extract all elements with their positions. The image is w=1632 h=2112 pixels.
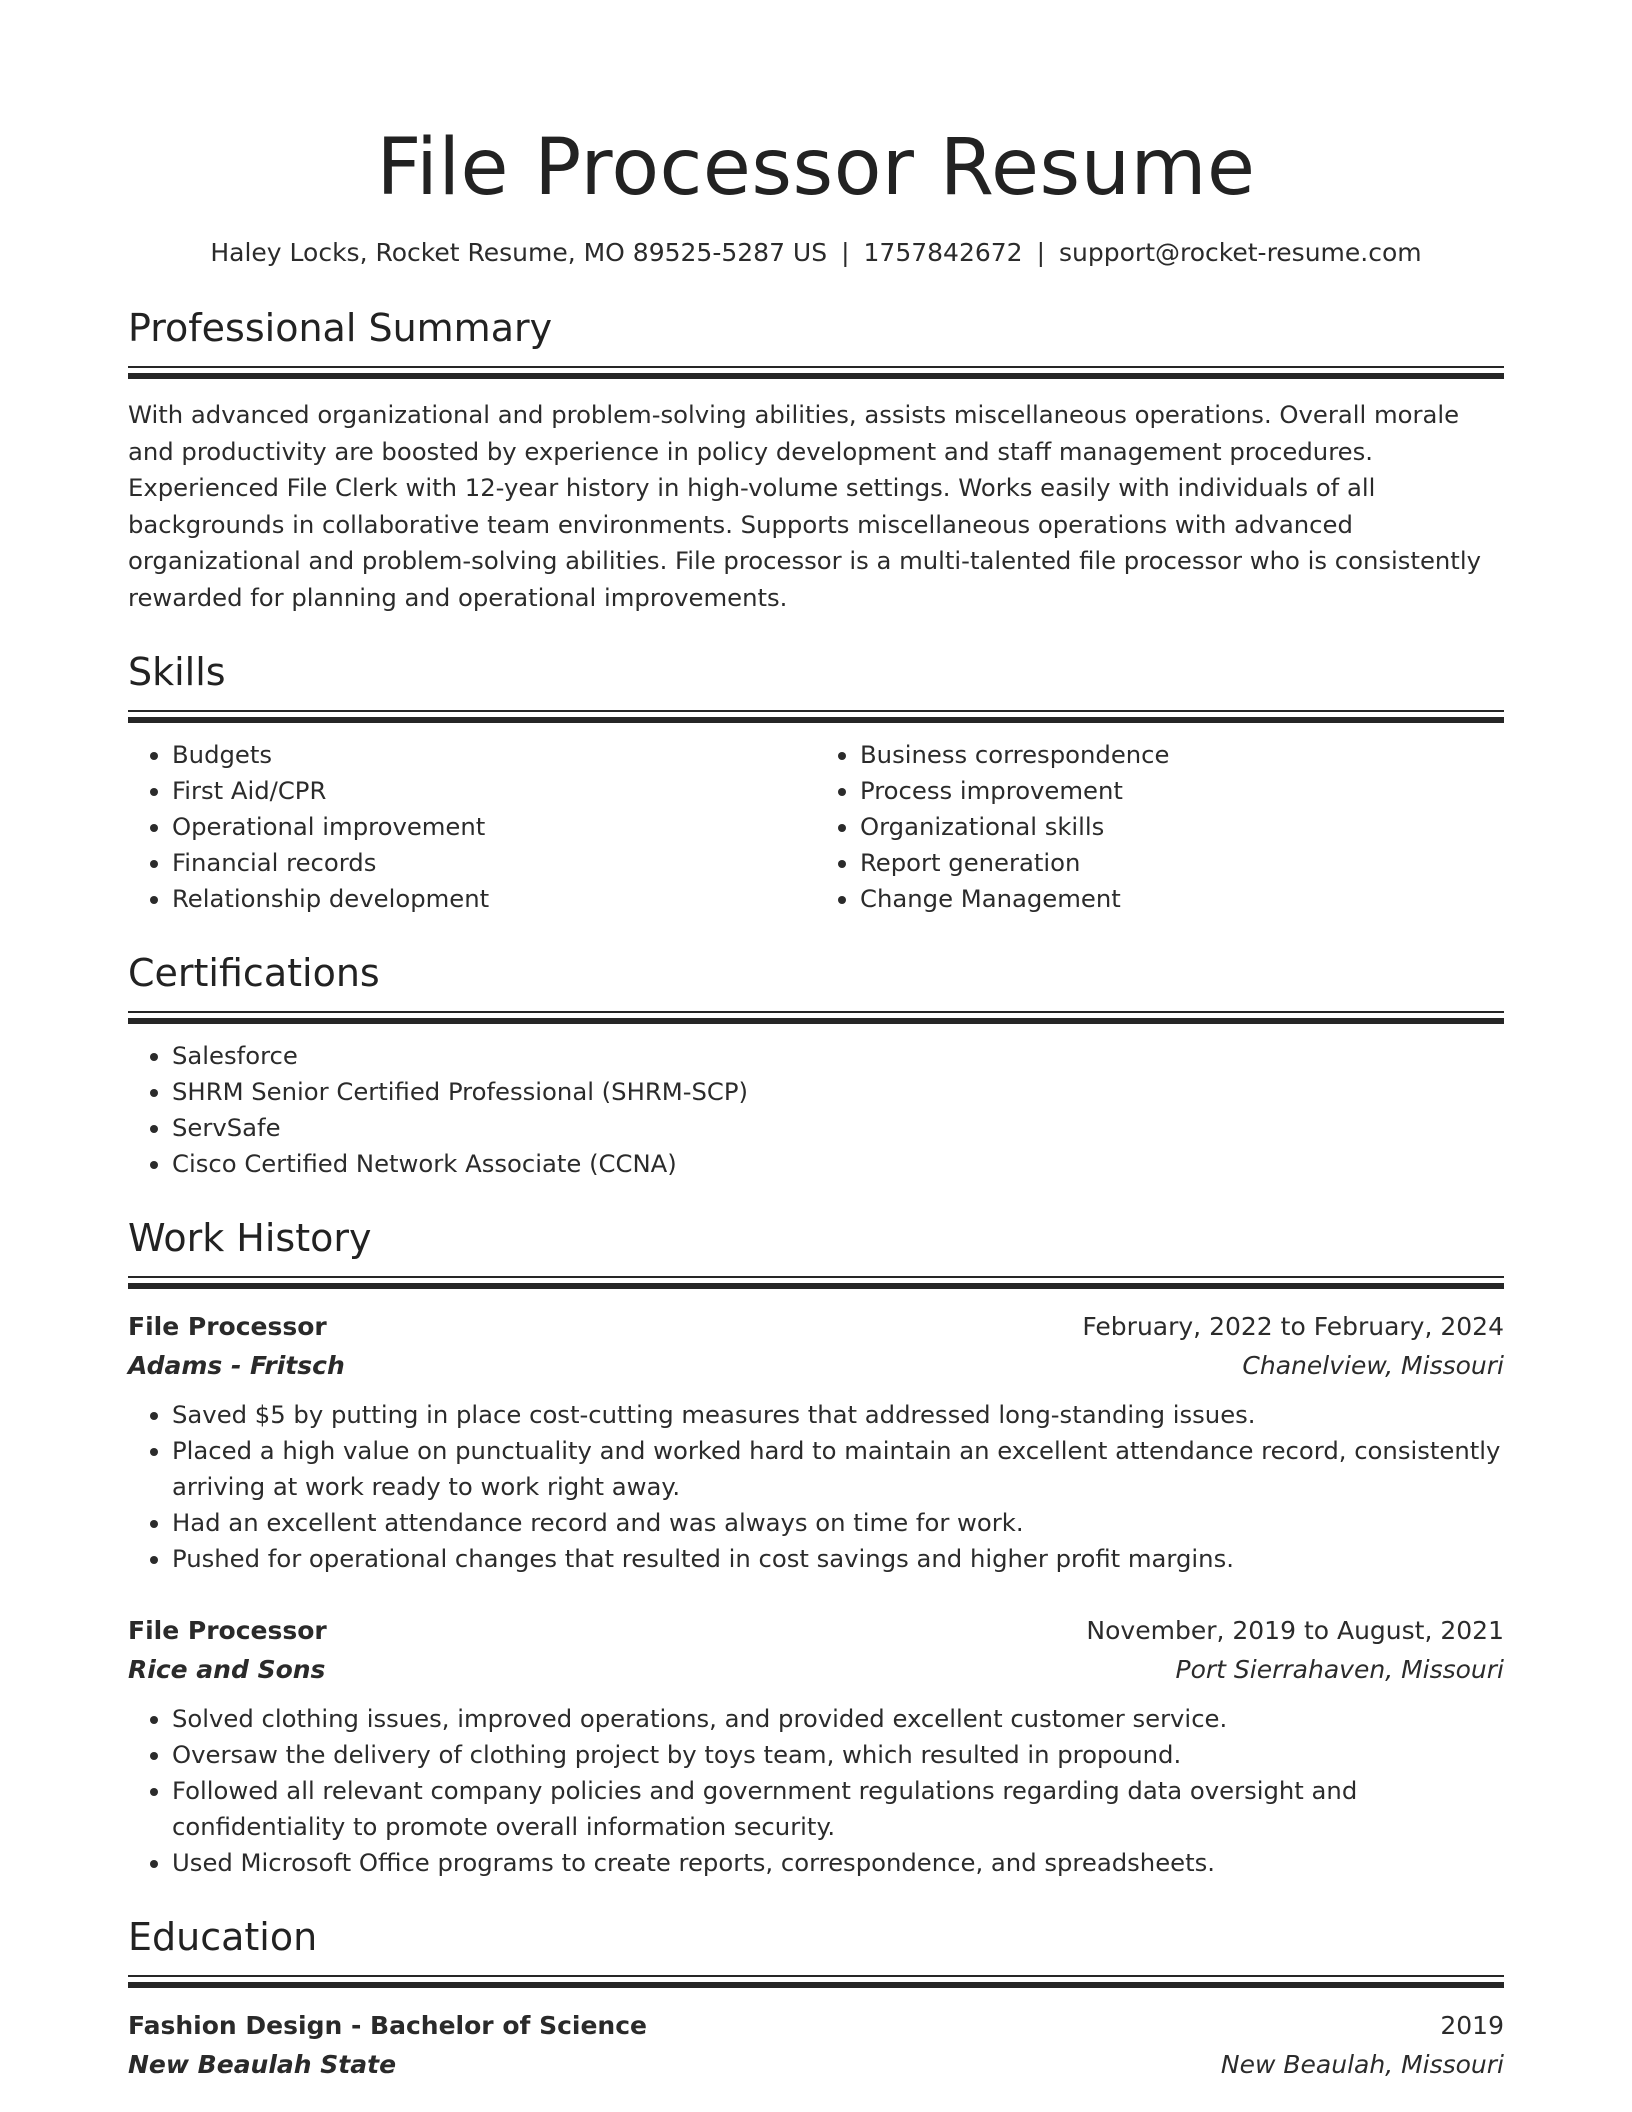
job-company: Rice and Sons: [128, 1655, 326, 1684]
education-degree-row: [128, 2006, 1504, 2045]
section-divider: [128, 1975, 1504, 1988]
skill-item: • Organizational skills: [860, 809, 1504, 845]
skill-item: • Operational improvement: [172, 809, 816, 845]
skill-item: • Process improvement: [860, 773, 1504, 809]
job-location: Port Sierrahaven, Missouri: [1175, 1655, 1504, 1684]
certification-item: • Cisco Certified Network Associate (CCNA): [172, 1146, 1504, 1182]
job-entry: [128, 1307, 1504, 1577]
job-bullet: • Used Microsoft Office programs to create reports, correspondence, and spreadsheets.: [172, 1845, 1504, 1881]
skills-section: [128, 648, 1504, 917]
section-divider: [128, 1011, 1504, 1024]
skill-item: • Report generation: [860, 845, 1504, 881]
section-divider: [128, 710, 1504, 723]
education-entry: [128, 2006, 1504, 2084]
contact-email: support@rocket-resume.com: [1059, 238, 1422, 267]
skill-item: • First Aid/CPR: [172, 773, 816, 809]
contact-separator: |: [841, 238, 850, 267]
summary-heading: Professional Summary: [128, 306, 553, 350]
education-degree: Fashion Design - Bachelor of Science: [128, 2011, 647, 2040]
contact-separator: |: [1036, 238, 1046, 267]
job-bullet: • Saved $5 by putting in place cost-cutting measures that addressed long-standing issues.: [172, 1397, 1504, 1433]
education-school: New Beaulah State: [128, 2050, 397, 2079]
certifications-heading: Certifications: [128, 951, 380, 995]
skills-list-right: [816, 737, 1504, 917]
job-company-row: [128, 1650, 1504, 1689]
job-bullets: [128, 1397, 1504, 1577]
job-bullet: • Placed a high value on punctuality and worked hard to maintain an excellent attendance record, consistently arriving at work ready to work right away.: [172, 1433, 1504, 1505]
skill-item: • Financial records: [172, 845, 816, 881]
job-bullet: • Followed all relevant company policies and government regulations regarding data oversight and confidentiality to promote overall information security.: [172, 1773, 1504, 1845]
skills-list-left: [128, 737, 816, 917]
job-title: File Processor: [128, 1312, 327, 1341]
job-dates: February, 2022 to February, 2024: [1082, 1312, 1504, 1341]
job-bullet: • Pushed for operational changes that resulted in cost savings and higher profit margins.: [172, 1541, 1504, 1577]
certifications-section: [128, 949, 1504, 1182]
work-history-section: [128, 1214, 1504, 1881]
contact-line: [128, 236, 1504, 270]
education-heading: Education: [128, 1915, 318, 1959]
job-header-row: [128, 1307, 1504, 1346]
skill-item: • Budgets: [172, 737, 816, 773]
job-bullet: • Oversaw the delivery of clothing project by toys team, which resulted in propound.: [172, 1737, 1504, 1773]
education-section: [128, 1913, 1504, 2084]
skills-heading: Skills: [128, 650, 226, 694]
job-header-row: [128, 1611, 1504, 1650]
job-dates: November, 2019 to August, 2021: [1086, 1616, 1504, 1645]
job-bullets: [128, 1701, 1504, 1881]
certifications-list: [128, 1038, 1504, 1182]
summary-section: [128, 304, 1504, 616]
job-title: File Processor: [128, 1616, 327, 1645]
job-bullet: • Solved clothing issues, improved operations, and provided excellent customer service.: [172, 1701, 1504, 1737]
skill-item: • Relationship development: [172, 881, 816, 917]
education-location: New Beaulah, Missouri: [1220, 2050, 1504, 2079]
job-location: Chanelview, Missouri: [1242, 1351, 1504, 1380]
job-entry: [128, 1611, 1504, 1881]
section-divider: [128, 366, 1504, 379]
skill-item: • Change Management: [860, 881, 1504, 917]
certification-item: • SHRM Senior Certified Professional (SHRM-SCP): [172, 1074, 1504, 1110]
education-year: 2019: [1440, 2011, 1504, 2040]
resume-title: File Processor Resume: [376, 123, 1256, 213]
skill-item: • Business correspondence: [860, 737, 1504, 773]
education-school-row: [128, 2045, 1504, 2084]
job-bullet: • Had an excellent attendance record and was always on time for work.: [172, 1505, 1504, 1541]
summary-text: With advanced organizational and problem-solving abilities, assists miscellaneous operations. Overall morale and productivity are boosted by experience in policy development and staff management procedures. Experienced File Clerk with 12-year history in high-volume settings. Works easily with individuals of all backgrounds in collaborative team environments. Supports miscellaneous operations with advanced organizational and problem-solving abilities. File processor is a multi-talented file processor who is consistently rewarded for planning and operational improvements.: [128, 400, 1481, 612]
job-company-row: [128, 1346, 1504, 1385]
work-history-heading: Work History: [128, 1216, 372, 1260]
job-company: Adams - Fritsch: [128, 1351, 345, 1380]
section-divider: [128, 1276, 1504, 1289]
skills-grid: [128, 737, 1504, 917]
certification-item: • ServSafe: [172, 1110, 1504, 1146]
contact-phone: 1757842672: [863, 238, 1023, 267]
certification-item: • Salesforce: [172, 1038, 1504, 1074]
contact-address: Haley Locks, Rocket Resume, MO 89525-5287 US: [210, 238, 828, 267]
